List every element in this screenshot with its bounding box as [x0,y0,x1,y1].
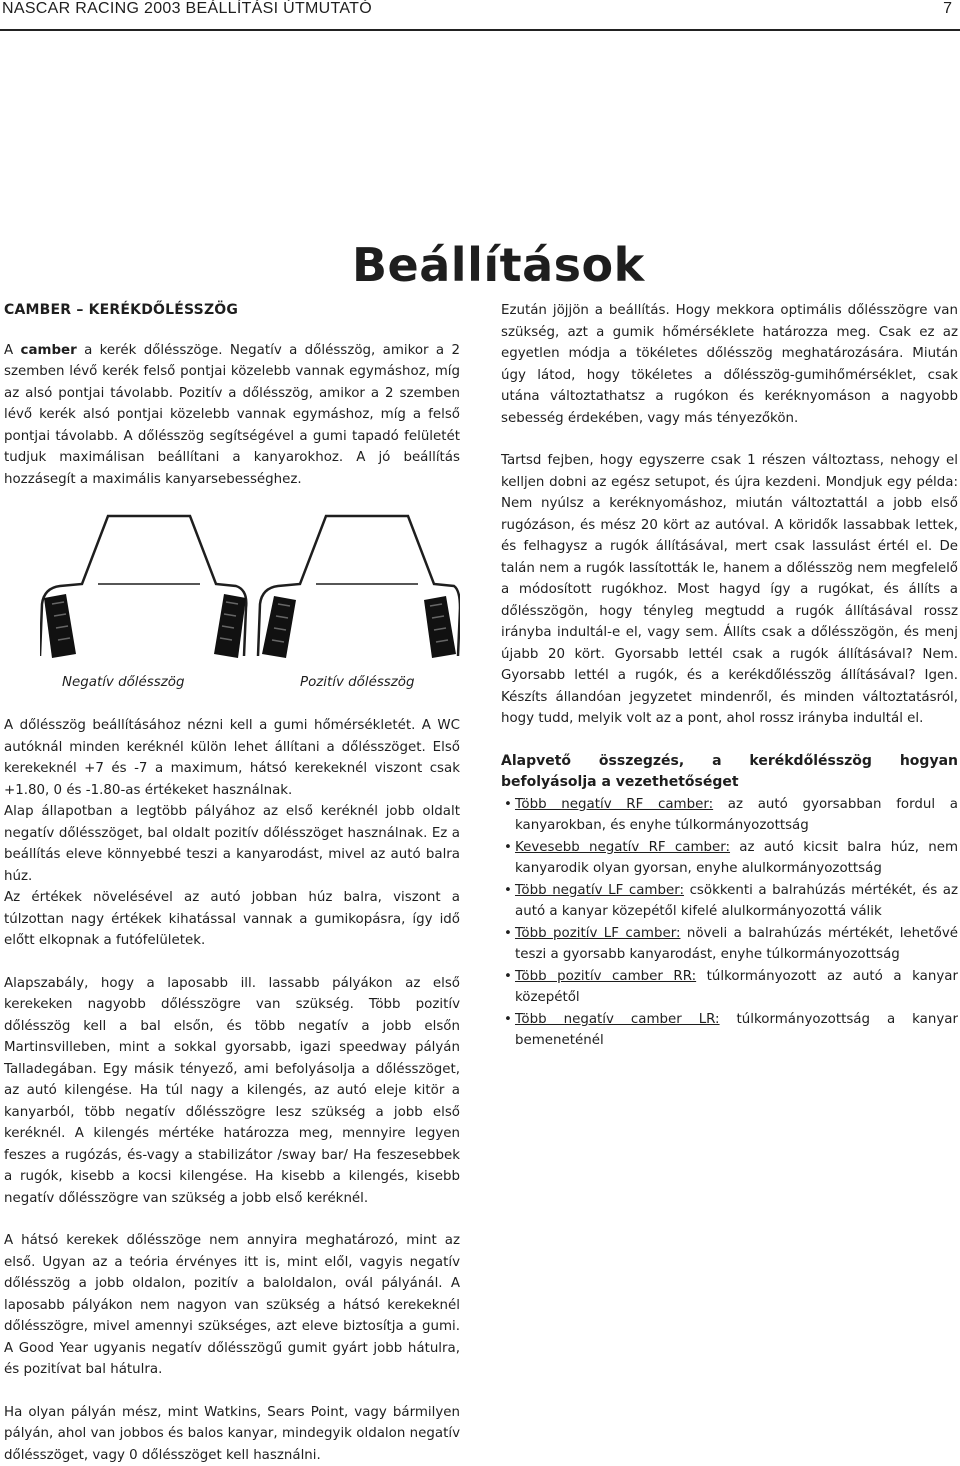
paragraph-default-setup: Alap állapotban a legtöbb pályához az első keréknél jobb oldalt negatív dőlésszöget, bal oldalt pozitív dőlésszöget használnak. Ez a beállítás eleve könnyebbé teszi a kanyarodást, mivel az autó balra húz. [4,801,460,887]
paragraph-setup-method: Ezután jöjjön a beállítás. Hogy mekkora optimális dőlésszögre van szükség, azt a gumik hőmérséklete határozza meg. Csak ez az egyetlen módja a tökéletes dőlésszög meghatározására. Miután úgy látod, hogy tökéletes a dőlésszög-gumihőmérséklet, csak utána változtathatsz a rugókon és keréknyomáson a nagyobb sebesség érdekében, vagy más tényezőkön. [501,300,958,429]
list-item: • Több negatív LF camber: csökkenti a balrahúzás mértékét, és az autó a kanyar közepétől kifelé alulkormányozottá válik [501,880,958,923]
paragraph-one-change: Tartsd fejben, hogy egyszerre csak 1 részen változtass, nehogy el kelljen dobni az egész setupot, és újra kezdeni. Mondjuk egy példa: Nem nyúlsz a keréknyomáshoz, miután változtattál a jobb első rugózáson, és mész 20 kört az autóval. A köridők lassabbak lettek, és felhagysz a rugók állításával, mert csak lassulást értél el. De talán nem a rugók lassították le, hanem a dőlésszög nem megfelelő a módosított rugókhoz. Most hagyd így a rugókat, és állíts a dőlésszögön, hogy tényleg megtudd a rugók állításával rossz irányba indultál-e el, vagy sem. Állíts csak a dőlésszögön, és menj újabb 20 kört. Gyorsabb lettél csak a rugók állításával? Nem. Gyorsabb lettél a rugók, és a kerékdőlésszög állításával? Igen. Készíts állandóan jegyzetet mindenről, és minden változtatásról, hogy tudd, melyik volt az a pont, ahol rossz irányba indultál el. [501,450,958,730]
page-number: 7 [943,0,952,18]
intro-paragraph: A camber a kerék dőlésszöge. Negatív a dőlésszög, amikor a 2 szemben lévő kerék felső pontjai közelebb vannak egymáshoz, míg az alsó pontjai távolabb. Pozitív a dőlésszög, amikor a 2 szemben lévő kerék alsó pontjai közelebb vannak egymáshoz, míg a felső pontjai távolabb. A dőlésszög segítségével a gumi tapadó felületét tudjuk maximálisan beállítani a kanyarokhoz. A jó beállítás hozzásegít a maximális kanyarsebességhez. [4,340,460,491]
summary-list [501,794,958,1052]
list-item: • Több negatív camber LR: túlkormányozottság a kanyar bemeneténél [501,1009,958,1052]
paragraph-rear-wheels: A hátsó kerekek dőlésszöge nem annyira meghatározó, mint az első. Ugyan az a teória érvényes itt is, mint elől, vagyis negatív dőlésszög a jobb oldalon, pozitív a baloldalon, ovál pályánál. A laposabb pályákon nem nagyon van szükség a hátsó kerekeknél dőlésszögre, mivel amennyi szükséges, azt eleve biztosítja a gumi. A Good Year ugyanis negatív dőlésszögű gumit gyárt jobb hátulra, és pozitívat bal hátulra. [4,1230,460,1381]
page-title: Beállítások [352,238,645,292]
paragraph-temperature: A dőlésszög beállításához nézni kell a gumi hőmérsékletét. A WC autóknál minden keréknél külön lehet állítani a dőlésszöget. Első kerekeknél +7 és -7 a maximum, hátsó kerekeknél viszont csak +1.80, 0 és -1.80-as értékeket használnak. [4,715,460,801]
right-column [501,300,958,1052]
tire-right-negative [214,594,246,658]
tire-left-negative [44,594,76,658]
left-column-intro [4,300,460,490]
tire-left-positive [262,596,296,658]
list-item: • Több pozitív camber RR: túlkormányozott az autó a kanyar közepétől [501,966,958,1009]
list-item: • Több pozitív LF camber: növeli a balrahúzás mértékét, lehetővé teszi a gyorsabb kanyarodást, enyhe túlkormányozottság [501,923,958,966]
paragraph-road-courses: Ha olyan pályán mész, mint Watkins, Sears Point, vagy bármilyen pályán, ahol van jobbos és balos kanyar, mindegyik oldalon negatív dőlésszöget, vagy 0 dőlésszöget kell használni. [4,1402,460,1466]
tire-right-positive [424,596,456,658]
paragraph-rule-of-thumb: Alapszabály, hogy a laposabb ill. lassabb pályákon az első kerekeken nagyobb dőlésszögre van szükség. Több pozitív dőlésszög kell a bal elsőn, és több negatív a jobb elsőn Martinsvilleben, mint a sokkal gyorsabb, igazi speedway pályán Talladegában. Egy másik tényező, ami befolyásolja a dőlésszöget, az autó kilengése. Ha túl nagy a kilengés, az autó eleje kitör a kanyarból, több negatív dőlésszögre lesz szükség a jobb első keréknél. A kilengés mértéke határozza meg, mennyire legyen feszes a rugózás, és-vagy a stabilizátor /sway bar/ Ha feszesebbek a rugók, kisebb a kocsi kilengése. Ha kisebb a kilengés, kisebb negatív dőlésszögre van szükség a jobb első keréknél. [4,973,460,1210]
left-column-body [4,715,460,1466]
caption-positive-camber: Pozitív dőlésszög [300,675,415,690]
caption-negative-camber: Negatív dőlésszög [62,675,184,690]
section-heading: CAMBER – KERÉKDŐLÉSSZÖG [4,302,238,318]
list-item: • Több negatív RF camber: az autó gyorsabban fordul a kanyarokban, és enyhe túlkormányozottság [501,794,958,837]
header-rule [0,29,960,31]
camber-illustration [40,504,460,664]
summary-heading: Alapvető összegzés, a kerékdőlésszög hogyan befolyásolja a vezethetőséget [501,751,958,794]
camber-term: camber [21,343,77,358]
paragraph-values: Az értékek növelésével az autó jobban húz balra, viszont a túlzottan nagy értékek kihatással vannak a gumikopásra, így idő előtt elkopnak a futófelületek. [4,887,460,952]
list-item: • Kevesebb negatív RF camber: az autó kicsit balra húz, nem kanyarodik olyan gyorsan, enyhe alulkormányozottság [501,837,958,880]
running-header-title: NASCAR RACING 2003 BEÁLLÍTÁSI ÚTMUTATÓ [2,0,372,18]
